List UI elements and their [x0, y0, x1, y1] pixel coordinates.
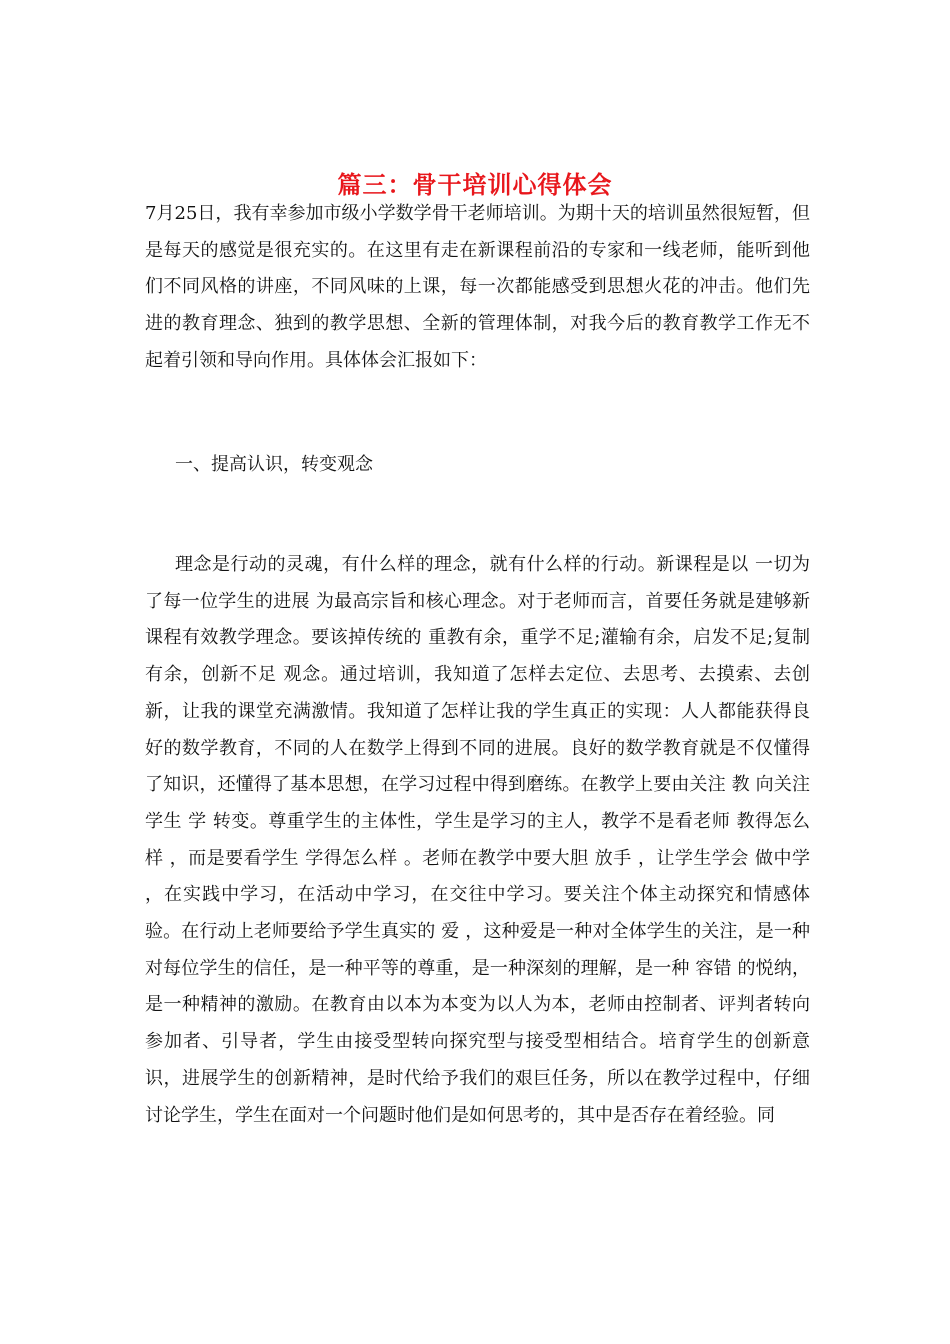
intro-paragraph: 7月25日，我有幸参加市级小学数学骨干老师培训。为期十天的培训虽然很短暂，但是每天的感觉是很充实的。在这里有走在新课程前沿的专家和一线老师，能听到他们不同风格的讲座，不同风味的上课，每一次都能感受到思想火花的冲击。他们先进的教育理念、独到的教学思想、全新的管理体制，对我今后的教育教学工作无不起着引领和导向作用。具体体会汇报如下：	[145, 203, 810, 371]
page-title: 篇三：骨干培训心得体会	[337, 170, 613, 200]
section-heading: 一、提高认识，转变观念	[175, 454, 373, 475]
body-paragraph: 理念是行动的灵魂，有什么样的理念，就有什么样的行动。新课程是以 一切为了每一位学生的进展 为最高宗旨和核心理念。对于老师而言，首要任务就是建够新课程有效教学理念。要该掉传统的 重教有余，重学不足;灌输有余，启发不足;复制有余，创新不足 观念。通过培训，我知道了怎样去定位、去思考、去摸索、去创新，让我的课堂充满激情。我知道了怎样让我的学生真正的实现：人人都能获得良好的数学教育，不同的人在数学上得到不同的进展。良好的数学教育就是不仅懂得了知识，还懂得了基本思想，在学习过程中得到磨练。在教学上要由关注 教 向关注学生 学 转变。尊重学生的主体性，学生是学习的主人，教学不是看老师 教得怎么样 ，而是要看学生 学得怎么样 。老师在教学中要大胆 放手 ，让学生学会 做中学 ，在实践中学习，在活动中学习，在交往中学习。要关注个体主动探究和情感体验。在行动上老师要给予学生真实的 爱 ，这种爱是一种对全体学生的关注，是一种对每位学生的信任，是一种平等的尊重，是一种深刻的理解，是一种 容错 的悦纳，是一种精神的激励。在教育由以本为本变为以人为本，老师由控制者、评判者转向参加者、引导者，学生由接受型转向探究型与接受型相结合。培育学生的创新意识，进展学生的创新精神，是时代给予我们的艰巨任务，所以在教学过程中，仔细讨论学生，学生在面对一个问题时他们是如何思考的，其中是否存在着经验。同	[145, 554, 810, 1126]
